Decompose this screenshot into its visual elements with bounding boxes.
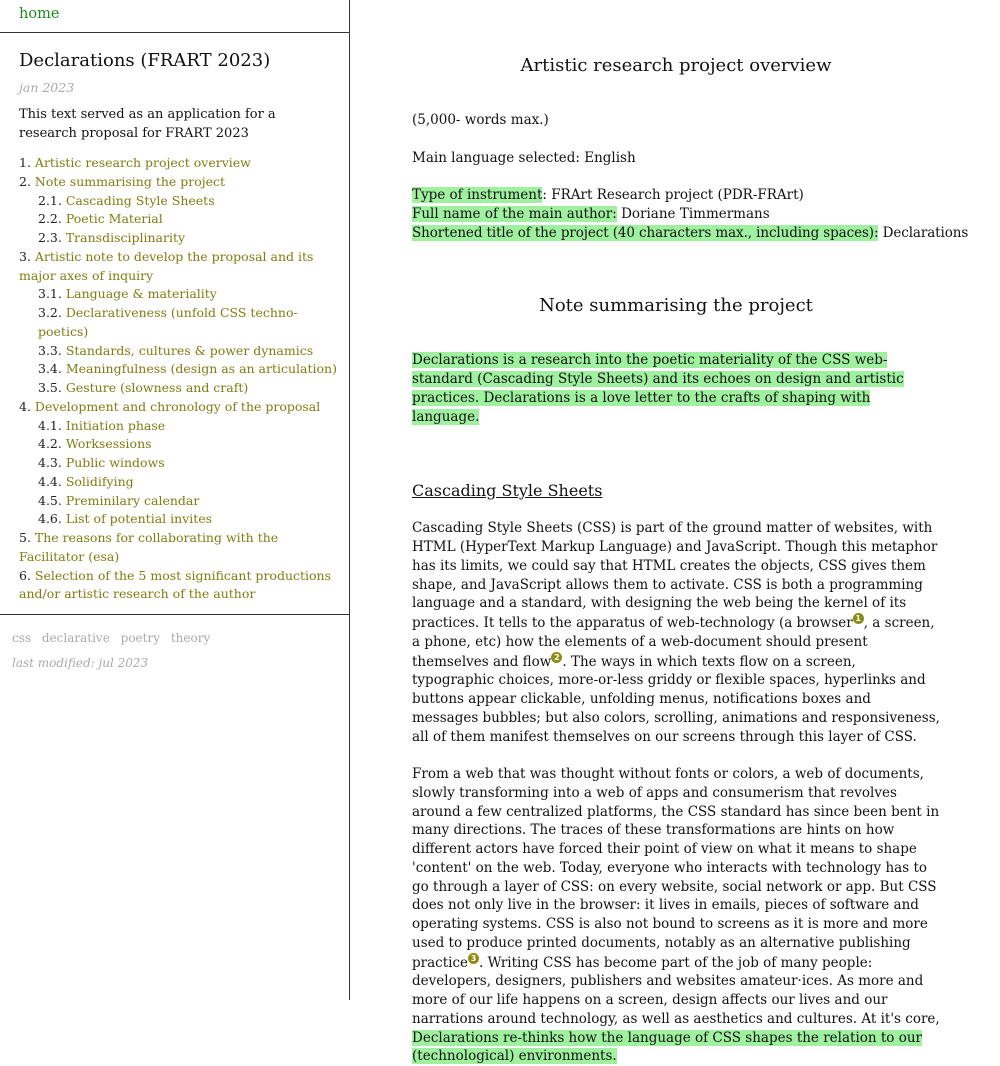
document-date: jan 2023 <box>19 80 75 95</box>
document-description: This text served as an application for a research proposal for FRART 2023 <box>19 107 276 141</box>
toc-item[interactable] <box>19 173 339 192</box>
css-p2-part-a: From a web that was thought without fonts or colors, a web of documents, slowly transforming into a web of apps and consumerism that revolves around a few centralized platforms, the CSS standard has since been bent in many directions. The traces of these transformations are hints on how different actors have forced their point of view on what it means to shape 'content' on the web. Today, everyone who interacts with technology has to go through a layer of CSS: on every website, social network or app. But CSS does not only live in the browser: it lives in emails, pieces of software and operating systems. CSS is also not bound to screens as it is more and more used to produce printed documents, notably as an alternative publishing practice <box>412 766 940 971</box>
toc-item-number: 2.1. <box>38 192 62 208</box>
toc-item-number: 4.1. <box>38 417 62 433</box>
tag-item[interactable]: declarative <box>41 631 110 645</box>
toc-item-number: 3.1. <box>38 286 62 302</box>
css-paragraph-1 <box>412 519 940 746</box>
toc-item-link[interactable]: List of potential invites <box>65 511 213 527</box>
toc-item-link[interactable]: Preminilary calendar <box>65 492 200 508</box>
sidebar <box>0 0 350 1000</box>
toc-item-link[interactable]: Artistic research project overview <box>34 155 251 170</box>
tag-item[interactable]: theory <box>170 631 211 645</box>
tag-list <box>12 631 217 645</box>
toc-item[interactable] <box>19 454 339 473</box>
article <box>412 0 969 1066</box>
toc-item[interactable] <box>19 360 339 379</box>
toc-item[interactable] <box>19 248 339 286</box>
tag-item[interactable]: poetry <box>120 631 160 645</box>
document-header <box>19 48 334 143</box>
toc-item[interactable] <box>19 192 339 211</box>
main-language: Main language selected: English <box>412 149 636 166</box>
author-value: Doriane Timmermans <box>616 205 770 222</box>
toc-item-number: 1. <box>19 155 31 170</box>
toc-item-number: 4.3. <box>38 455 62 470</box>
overview-heading: Artistic research project overview <box>520 55 832 76</box>
footnote-marker[interactable]: 3 <box>468 953 479 964</box>
toc-item-number: 2.2. <box>38 211 62 227</box>
word-limit: (5,000- words max.) <box>412 112 549 128</box>
toc-item-link[interactable]: Language & materiality <box>65 286 217 302</box>
toc-item-number: 3.2. <box>38 305 62 320</box>
toc-item-number: 4.5. <box>38 492 62 508</box>
toc-item-link[interactable]: Worksessions <box>65 436 152 452</box>
toc-item-link[interactable]: Initiation phase <box>65 417 166 433</box>
sidebar-footer <box>0 614 349 670</box>
toc-item-link[interactable]: Development and chronology of the proposal <box>34 398 321 414</box>
toc-item[interactable] <box>19 154 339 173</box>
toc-item-number: 4.6. <box>38 511 62 527</box>
toc-item-number: 3.4. <box>38 361 62 377</box>
css-p2-part-b: . Writing CSS has become part of the job of many people: developers, designers, publishers and websites amateur·ices. As more and more of our life happens on a screen, design affects our lives and our narrations around technology, as well as aesthetics and cultures. At it's core, <box>412 954 940 1027</box>
footnote-marker[interactable]: 2 <box>551 652 562 663</box>
toc-item-link[interactable]: Poetic Material <box>65 211 163 227</box>
toc-item[interactable] <box>19 567 339 605</box>
instrument-value: : FRArt Research project (PDR-FRArt) <box>542 187 804 203</box>
toc-item[interactable] <box>19 285 339 304</box>
main-content <box>350 0 1000 1065</box>
instrument-line <box>412 186 940 205</box>
toc-item-link[interactable]: Solidifying <box>65 473 134 489</box>
document-title: Declarations (FRART 2023) <box>19 50 271 71</box>
summary-highlight: Declarations is a research into the poetic materiality of the CSS web-standard (Cascading Style Sheets) and its echoes on design and artistic practices. Declarations is a love letter to the crafts of shaping with language. <box>412 352 904 425</box>
css-p2-highlight: Declarations re-thinks how the language of CSS shapes the relation to our (technological) environments. <box>412 1029 923 1065</box>
toc-item-link[interactable]: Cascading Style Sheets <box>65 192 215 208</box>
last-modified: last modified: jul 2023 <box>12 656 149 670</box>
instrument-label: Type of instrument <box>412 187 543 203</box>
toc-item[interactable] <box>19 492 339 511</box>
toc-item-link[interactable]: Selection of the 5 most significant productions and/or artistic research of the author <box>19 567 332 602</box>
toc-item-number: 4. <box>19 398 31 414</box>
toc-item-number: 3. <box>19 248 31 264</box>
toc-item-number: 4.4. <box>38 473 62 489</box>
toc-item-number: 5. <box>19 530 31 545</box>
toc-item[interactable] <box>19 473 339 492</box>
toc-item-link[interactable]: Artistic note to develop the proposal and its major axes of inquiry <box>19 248 314 283</box>
toc-item[interactable] <box>19 379 339 398</box>
toc-item[interactable] <box>19 510 339 529</box>
css-paragraph-2 <box>412 765 940 1066</box>
toc-item-number: 3.5. <box>38 380 62 395</box>
toc-item[interactable] <box>19 417 339 436</box>
toc-item-number: 4.2. <box>38 436 62 452</box>
toc-item-link[interactable]: Declarativeness (unfold CSS techno-poetics) <box>38 305 298 339</box>
toc-item[interactable] <box>19 529 339 567</box>
short-title-label: Shortened title of the project (40 characters max., including spaces): <box>412 224 879 241</box>
toc-item-number: 3.3. <box>38 342 62 358</box>
css-p1-part-c: . The ways in which texts flow on a screen, typographic choices, more-or-less griddy or flexible spaces, hyperlinks and buttons appear clickable, unfolding menus, notifications boxes and messages bubbles; but also colors, scrolling, animations and responsiveness, all of them manifest themselves on our screens through this layer of CSS. <box>412 653 940 745</box>
css-heading[interactable]: Cascading Style Sheets <box>412 481 603 501</box>
summary-heading: Note summarising the project <box>539 295 813 317</box>
toc-item[interactable] <box>19 342 339 361</box>
toc-item[interactable] <box>19 398 339 417</box>
toc-item-link[interactable]: Note summarising the project <box>34 173 226 189</box>
summary-text <box>412 351 940 426</box>
toc-item-number: 2. <box>19 173 31 189</box>
toc-item[interactable] <box>19 210 339 229</box>
toc-item-link[interactable]: Transdisciplinarity <box>65 230 186 245</box>
toc-item[interactable] <box>19 435 339 454</box>
toc-item-link[interactable]: Public windows <box>65 455 165 470</box>
home-link[interactable]: home <box>19 6 60 22</box>
toc-item[interactable] <box>19 304 339 342</box>
toc-item-number: 2.3. <box>38 230 62 245</box>
footnote-marker[interactable]: 1 <box>853 613 864 624</box>
toc-item-link[interactable]: The reasons for collaborating with the Facilitator (esa) <box>19 530 279 564</box>
table-of-contents <box>19 154 339 604</box>
css-p1-part-b: , a screen, a phone, etc) how the elements of a web-document should present themselves and flow <box>412 615 935 670</box>
css-p1-part-a: Cascading Style Sheets (CSS) is part of the ground matter of websites, with HTML (HyperText Markup Language) and JavaScript. Though this metaphor has its limits, we could say that HTML creates the objects, CSS gives them shape, and JavaScript allows them to activate. CSS is both a programming language and a standard, with designing the web being the kernel of its practices. It tells to the apparatus of web-technology (a browser <box>412 520 938 631</box>
toc-item[interactable] <box>19 229 339 248</box>
toc-item-link[interactable]: Meaningfulness (design as an articulation) <box>65 361 337 377</box>
author-line <box>412 205 940 224</box>
short-title-line <box>412 224 969 243</box>
toc-item-number: 6. <box>19 567 31 583</box>
tag-item[interactable]: css <box>12 631 32 645</box>
toc-item-link[interactable]: Gesture (slowness and craft) <box>65 380 249 395</box>
home-bar <box>0 0 349 33</box>
short-title-value: Declarations <box>878 224 969 241</box>
toc-item-link[interactable]: Standards, cultures & power dynamics <box>65 342 314 358</box>
author-label: Full name of the main author: <box>412 205 617 222</box>
